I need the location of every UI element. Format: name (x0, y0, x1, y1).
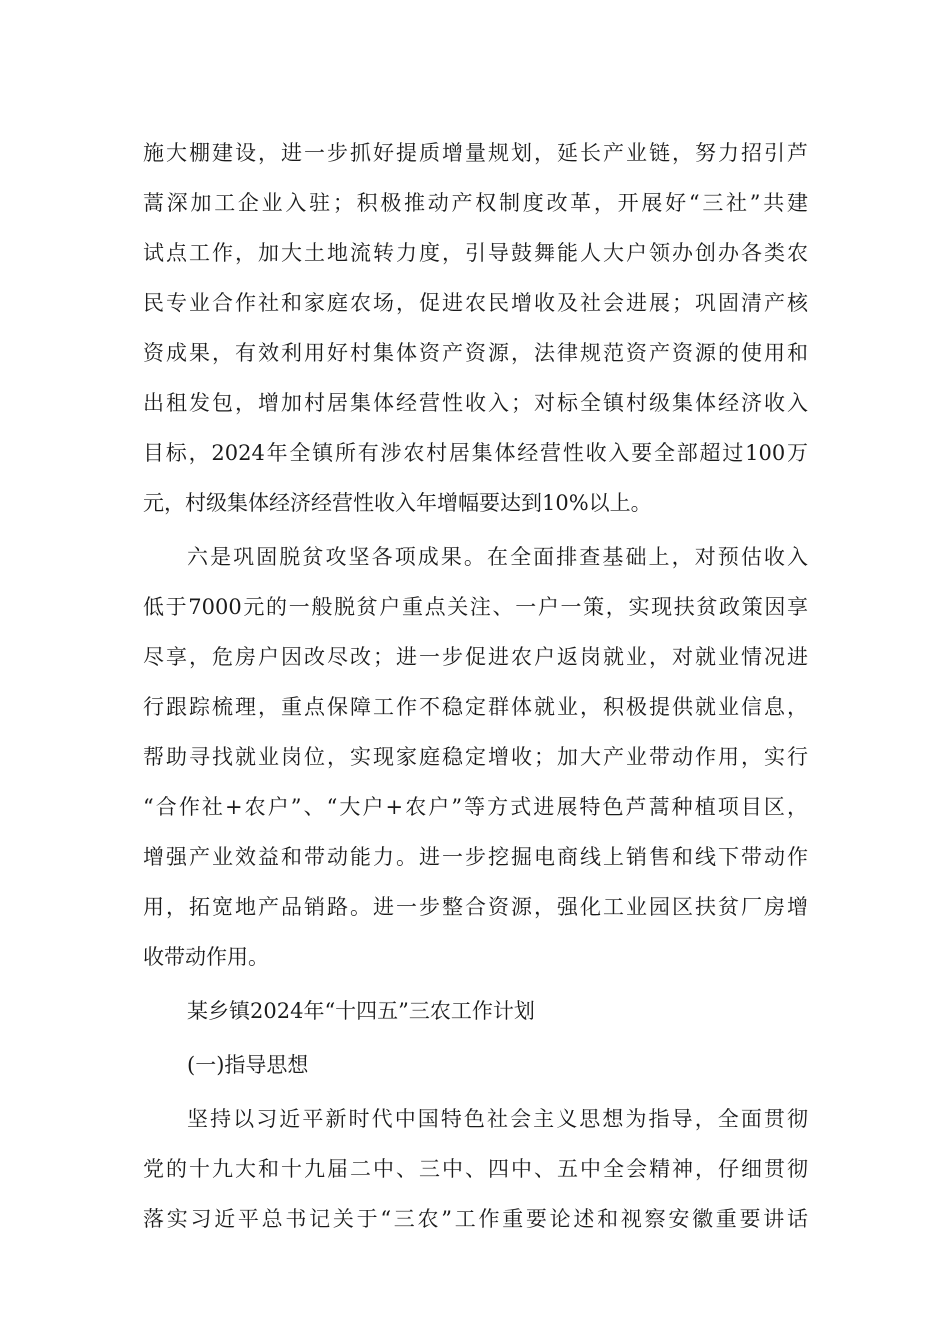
text-line: 尽享，危房户因改尽改；进一步促进农户返岗就业，对就业情况进 (143, 645, 808, 669)
text-line: 坚持以习近平新时代中国特色社会主义思想为指导，全面贯彻 (187, 1107, 808, 1131)
section-heading-guiding-ideology (143, 1040, 808, 1090)
text-line: 蒿深加工企业入驻；积极推动产权制度改革，开展好“三社”共建 (143, 191, 808, 215)
text-line: 用，拓宽地产品销路。进一步整合资源，强化工业园区扶贫厂房增 (143, 895, 808, 919)
text-line: 施大棚建设，进一步抓好提质增量规划，延长产业链，努力招引芦 (143, 141, 808, 165)
text-line: 元，村级集体经济经营性收入年增幅要达到10%以上。 (143, 491, 652, 515)
text-line: 民专业合作社和家庭农场，促进农民增收及社会进展；巩固清产核 (143, 291, 808, 315)
text-line: 帮助寻找就业岗位，实现家庭稳定增收；加大产业带动作用，实行 (143, 745, 808, 769)
text-line: 出租发包，增加村居集体经营性收入；对标全镇村级集体经济收入 (143, 391, 808, 415)
text-line: 收带动作用。 (143, 945, 269, 969)
paragraph-poverty-alleviation (143, 532, 808, 982)
text-line: 行跟踪梳理，重点保障工作不稳定群体就业，积极提供就业信息， (143, 695, 808, 719)
text-line: 落实习近平总书记关于“三农”工作重要论述和视察安徽重要讲话 (143, 1207, 808, 1231)
document-body (143, 128, 808, 1244)
paragraph-collective-economy (143, 128, 808, 528)
paragraph-guiding-ideology (143, 1094, 808, 1244)
text-line: 某乡镇2024年“十四五”三农工作计划 (187, 999, 535, 1023)
text-line: “合作社+农户”、“大户+农户”等方式进展特色芦蒿种植项目区， (143, 795, 808, 819)
text-line: 资成果，有效利用好村集体资产资源，法律规范资产资源的使用和 (143, 341, 808, 365)
text-line: 党的十九大和十九届二中、三中、四中、五中全会精神，仔细贯彻 (143, 1157, 808, 1181)
text-line: 低于7000元的一般脱贫户重点关注、一户一策，实现扶贫政策因享 (143, 595, 808, 619)
text-line: 试点工作，加大土地流转力度，引导鼓舞能人大户领办创办各类农 (143, 241, 808, 265)
text-line: 增强产业效益和带动能力。进一步挖掘电商线上销售和线下带动作 (143, 845, 808, 869)
text-line: 目标，2024年全镇所有涉农村居集体经营性收入要全部超过100万 (143, 441, 808, 465)
text-line: 六是巩固脱贫攻坚各项成果。在全面排查基础上，对预估收入 (187, 545, 808, 569)
section-title (143, 986, 808, 1036)
text-line: (一)指导思想 (187, 1053, 309, 1077)
